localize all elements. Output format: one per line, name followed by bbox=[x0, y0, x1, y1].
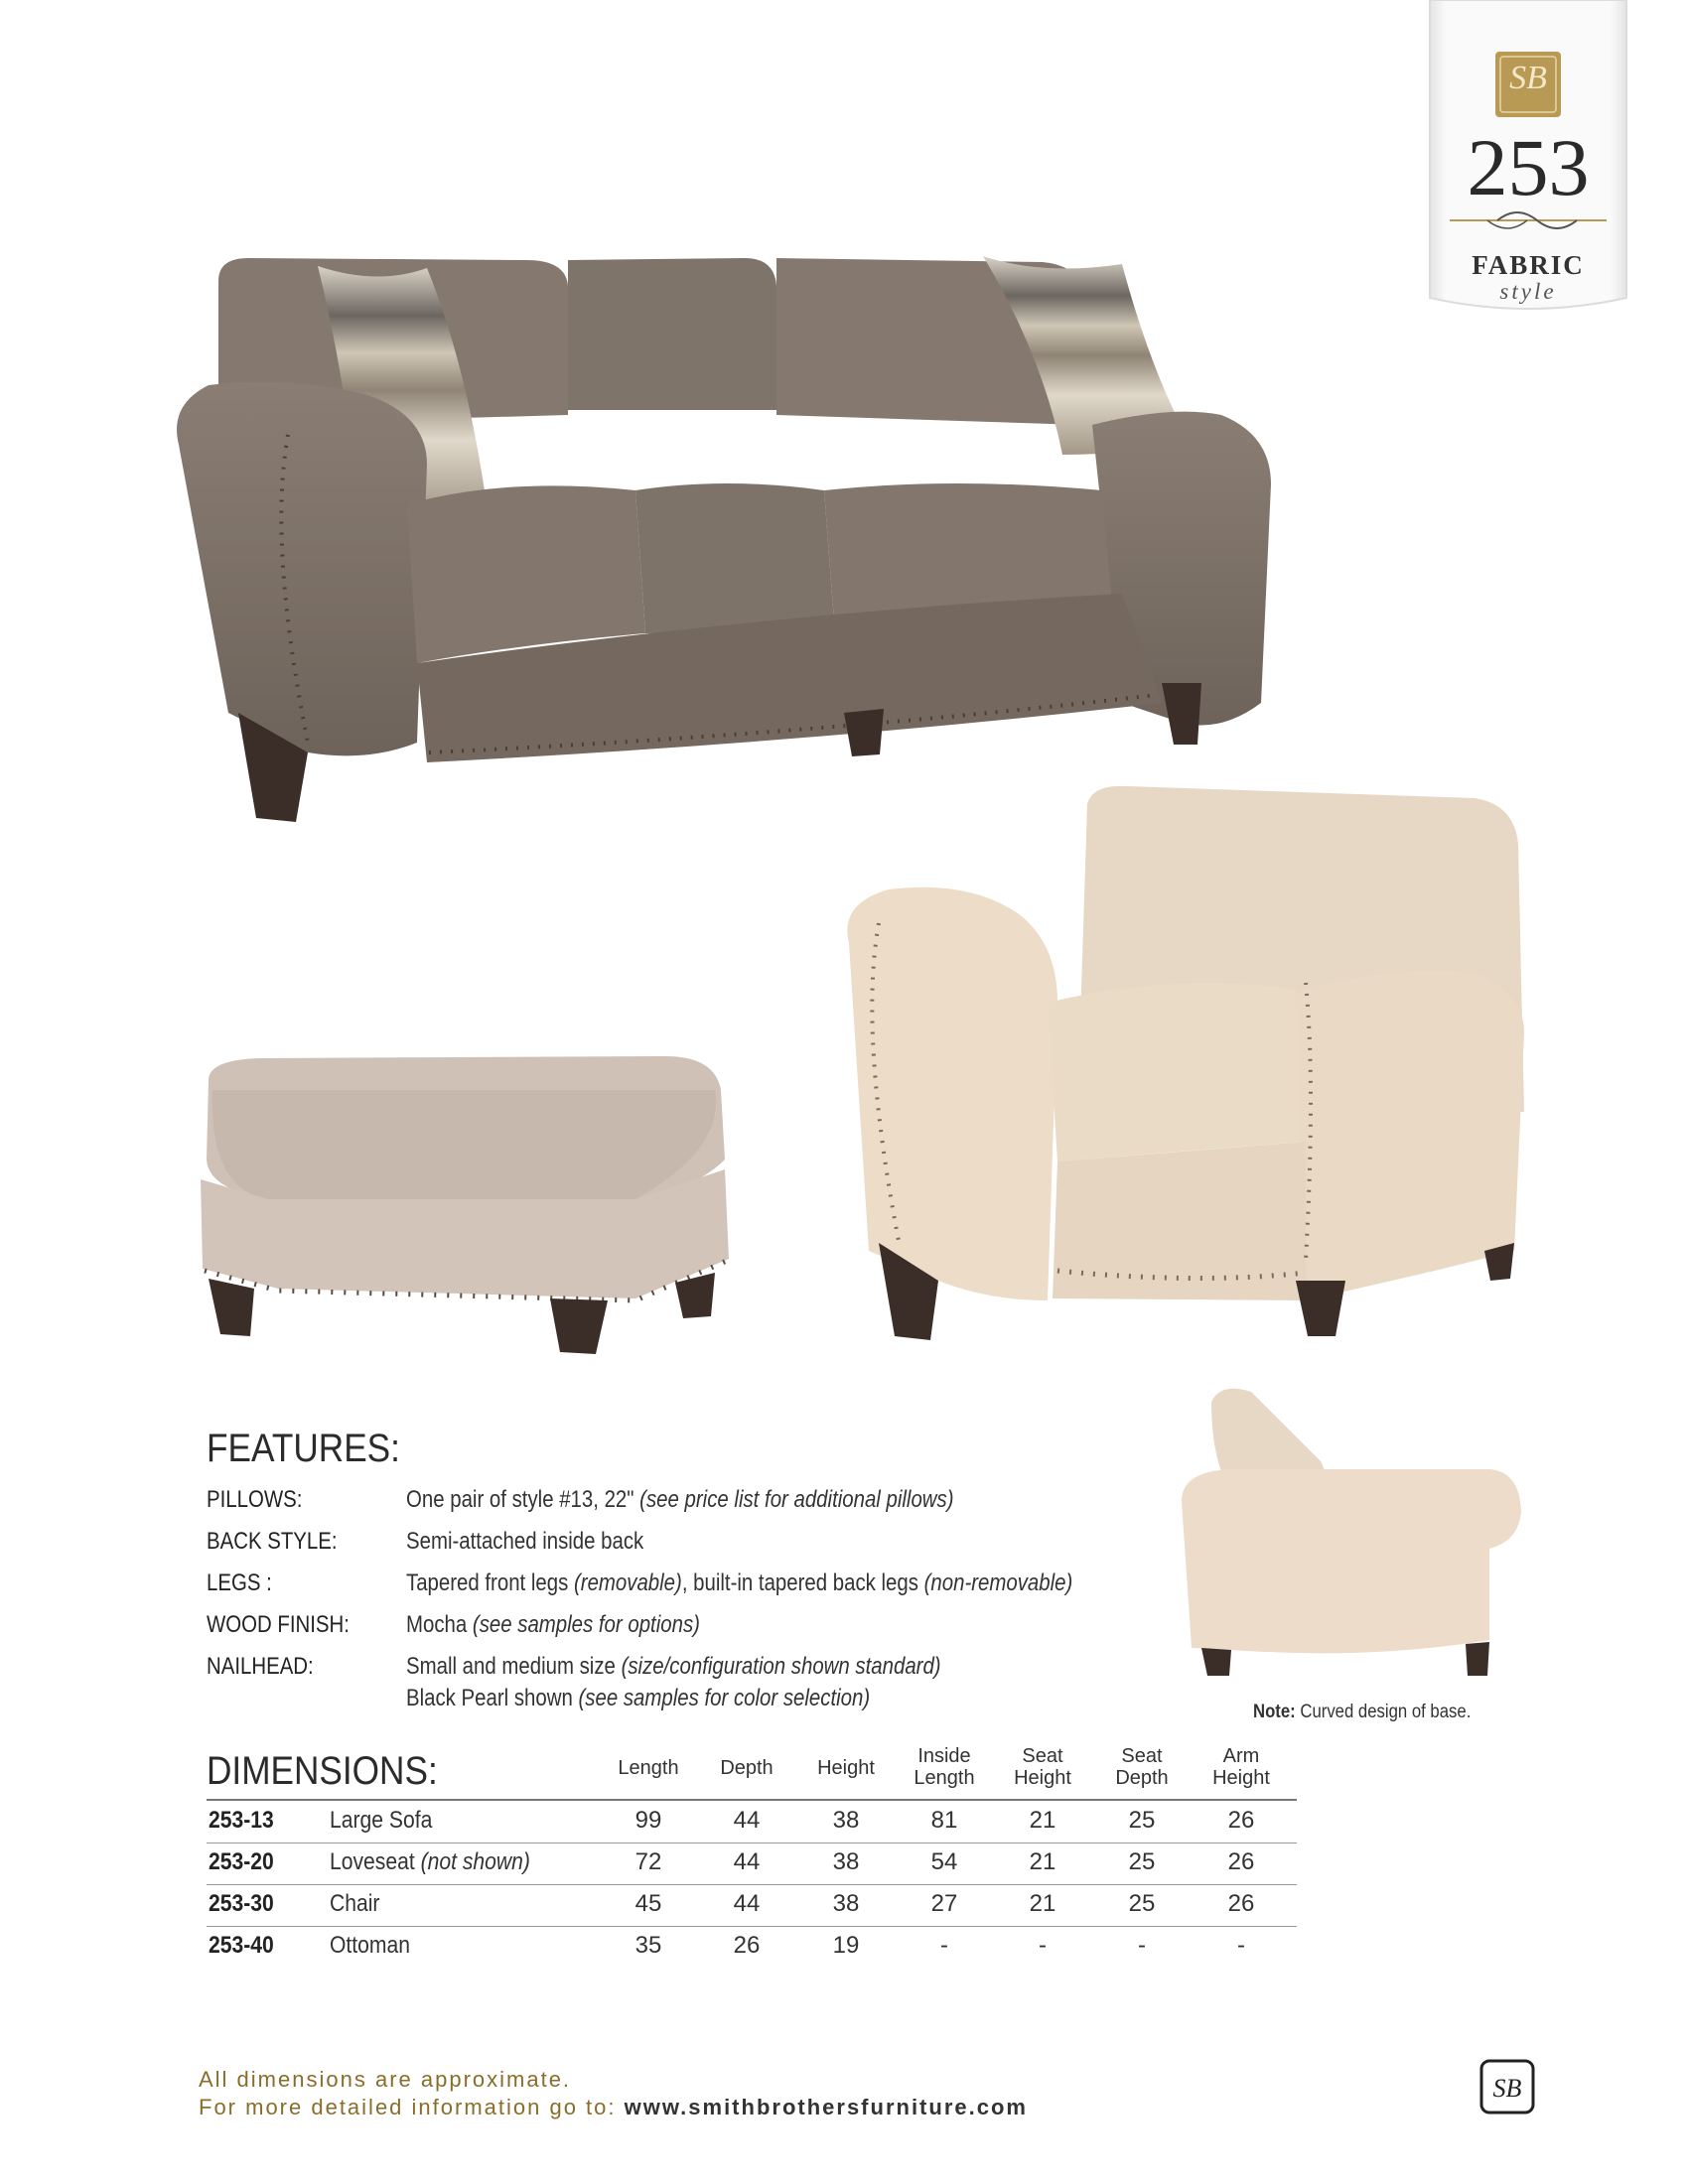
table-cell: 54 bbox=[930, 1848, 958, 1875]
ottoman-photo bbox=[199, 1050, 735, 1358]
table-cell: - bbox=[1039, 1932, 1047, 1959]
feature-value-nailhead-line2: Black Pearl shown (see samples for color selection) bbox=[406, 1685, 871, 1711]
table-cell: 99 bbox=[634, 1807, 662, 1834]
table-cell: 21 bbox=[1029, 1807, 1056, 1834]
col-header-length: Length bbox=[618, 1757, 679, 1779]
col-header-height: Height bbox=[817, 1757, 875, 1779]
table-cell: 38 bbox=[832, 1890, 860, 1917]
feature-value-nailhead: Small and medium size (size/configuration shown standard) bbox=[406, 1653, 941, 1680]
table-cell: 38 bbox=[832, 1848, 860, 1875]
table-cell: 35 bbox=[634, 1932, 662, 1959]
style-kind: FABRIC bbox=[1472, 250, 1585, 280]
col-header-arm-height: Arm Height bbox=[1212, 1745, 1270, 1789]
table-rule bbox=[207, 1884, 1297, 1885]
table-cell: 38 bbox=[832, 1807, 860, 1834]
feature-label-legs: LEGS : bbox=[207, 1570, 272, 1596]
table-cell: 27 bbox=[930, 1890, 958, 1917]
feature-value-back-style: Semi-attached inside back bbox=[406, 1528, 644, 1555]
chair-side-photo bbox=[1172, 1382, 1529, 1680]
table-cell: 26 bbox=[1227, 1848, 1255, 1875]
style-tag bbox=[1428, 0, 1628, 310]
row-code: 253-30 bbox=[209, 1890, 274, 1917]
table-cell: 25 bbox=[1128, 1848, 1156, 1875]
feature-label-pillows: PILLOWS: bbox=[207, 1486, 303, 1513]
feature-value-legs: Tapered front legs (removable), built-in tapered back legs (non-removable) bbox=[406, 1570, 1073, 1596]
dimensions-title: DIMENSIONS: bbox=[207, 1749, 438, 1793]
feature-label-wood-finish: WOOD FINISH: bbox=[207, 1611, 350, 1638]
footer-info: For more detailed information go to: www.smithbrothersfurniture.com bbox=[199, 2095, 1028, 2119]
table-cell: 21 bbox=[1029, 1890, 1056, 1917]
brand-logo: SB bbox=[1509, 60, 1547, 96]
table-cell: 44 bbox=[733, 1890, 761, 1917]
note-caption: Note: Curved design of base. bbox=[1253, 1702, 1472, 1722]
feature-value-pillows: One pair of style #13, 22" (see price list for additional pillows) bbox=[406, 1486, 954, 1513]
col-header-inside-length: Inside Length bbox=[914, 1745, 975, 1789]
table-cell: 26 bbox=[1227, 1807, 1255, 1834]
col-header-seat-depth: Seat Depth bbox=[1115, 1745, 1169, 1789]
style-number: 253 bbox=[1467, 122, 1590, 212]
row-code: 253-13 bbox=[209, 1807, 274, 1834]
table-cell: - bbox=[1237, 1932, 1245, 1959]
col-header-depth: Depth bbox=[720, 1757, 774, 1779]
svg-text:SB: SB bbox=[1492, 2074, 1522, 2103]
table-cell: 21 bbox=[1029, 1848, 1056, 1875]
table-cell: 45 bbox=[634, 1890, 662, 1917]
table-cell: 25 bbox=[1128, 1807, 1156, 1834]
features-title: FEATURES: bbox=[207, 1427, 400, 1470]
table-cell: - bbox=[940, 1932, 948, 1959]
feature-value-wood-finish: Mocha (see samples for options) bbox=[406, 1611, 700, 1638]
brand-logo-icon bbox=[1479, 2059, 1535, 2115]
footer-disclaimer: All dimensions are approximate. bbox=[199, 2067, 572, 2092]
table-rule bbox=[207, 1799, 1297, 1801]
table-cell: 25 bbox=[1128, 1890, 1156, 1917]
table-cell: 19 bbox=[832, 1932, 860, 1959]
row-name: Chair bbox=[330, 1890, 380, 1917]
table-cell: 26 bbox=[1227, 1890, 1255, 1917]
sofa-photo bbox=[169, 246, 1340, 834]
row-code: 253-20 bbox=[209, 1848, 274, 1875]
feature-label-back-style: BACK STYLE: bbox=[207, 1528, 338, 1555]
row-name: Loveseat (not shown) bbox=[330, 1848, 530, 1875]
style-subtitle: style bbox=[1499, 279, 1557, 304]
feature-label-nailhead: NAILHEAD: bbox=[207, 1653, 314, 1680]
table-cell: 44 bbox=[733, 1807, 761, 1834]
table-rule bbox=[207, 1926, 1297, 1927]
table-cell: 44 bbox=[733, 1848, 761, 1875]
table-cell: 26 bbox=[733, 1932, 761, 1959]
footer-url[interactable]: www.smithbrothersfurniture.com bbox=[624, 2095, 1028, 2119]
row-name: Large Sofa bbox=[330, 1807, 433, 1834]
table-cell: 81 bbox=[930, 1807, 958, 1834]
chair-photo bbox=[839, 784, 1524, 1340]
col-header-seat-height: Seat Height bbox=[1014, 1745, 1071, 1789]
row-code: 253-40 bbox=[209, 1932, 274, 1959]
table-cell: 72 bbox=[634, 1848, 662, 1875]
table-cell: - bbox=[1138, 1932, 1146, 1959]
row-name: Ottoman bbox=[330, 1932, 411, 1959]
